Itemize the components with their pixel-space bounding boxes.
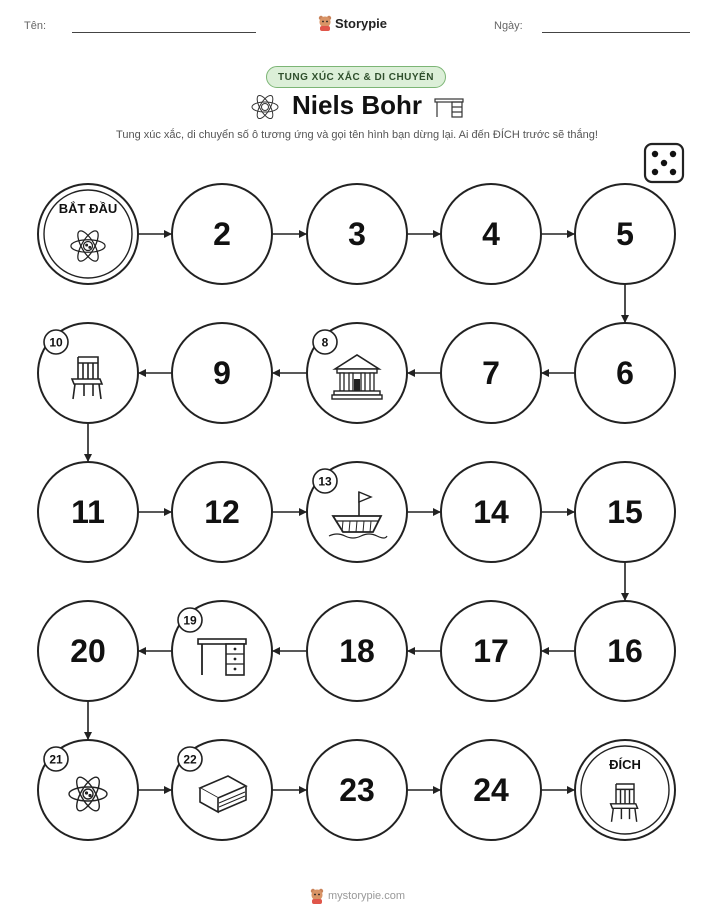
path-arrow <box>84 701 92 740</box>
board-cell[interactable] <box>172 184 272 284</box>
cell-number: 18 <box>339 633 375 669</box>
cell-number: 17 <box>473 633 509 669</box>
board-cell[interactable] <box>172 740 272 840</box>
board-cell[interactable] <box>38 184 138 284</box>
cell-number: 8 <box>321 335 329 350</box>
path-arrow <box>541 369 575 377</box>
path-arrow <box>407 508 441 516</box>
path-arrow <box>272 786 307 794</box>
page-title: Niels Bohr <box>291 90 423 120</box>
footer <box>310 888 405 904</box>
cell-number: 4 <box>482 216 500 252</box>
cell-number: 10 <box>49 335 63 350</box>
path-arrow <box>621 562 629 601</box>
cell-number-badge <box>44 747 68 771</box>
cell-number-badge <box>313 469 337 493</box>
path-arrow <box>272 508 307 516</box>
instructions: Tung xúc xắc, di chuyển số ô tương ứng và gọi tên hình bạn dừng lại. Ai đến ĐÍCH trước sẽ thắng! <box>116 129 598 141</box>
cell-number: 24 <box>473 772 509 808</box>
board-cell[interactable] <box>38 601 138 701</box>
game-type-badge: TUNG XÚC XẮC & DI CHUYỂN <box>266 66 446 88</box>
board-cell[interactable] <box>307 323 407 423</box>
path-arrow <box>541 786 575 794</box>
name-label: Tên: <box>24 20 47 32</box>
board-cell[interactable] <box>307 601 407 701</box>
cell-number: 16 <box>607 633 643 669</box>
start-label: BẮT ĐẦU <box>58 201 118 216</box>
path-arrow <box>407 647 441 655</box>
board-cell[interactable] <box>307 740 407 840</box>
board-cell[interactable] <box>441 323 541 423</box>
board-cell[interactable] <box>172 323 272 423</box>
date-label: Ngày: <box>494 20 523 32</box>
cell-number: 19 <box>183 613 197 628</box>
finish-label: ĐÍCH <box>609 757 641 772</box>
board-cell[interactable] <box>38 462 138 562</box>
path-arrow <box>541 647 575 655</box>
board-cell[interactable] <box>575 601 675 701</box>
cell-number: 21 <box>49 752 63 767</box>
cell-number: 9 <box>213 355 231 391</box>
path-arrow <box>407 786 441 794</box>
path-arrow <box>138 786 172 794</box>
board-cell[interactable] <box>38 323 138 423</box>
board-cell[interactable] <box>172 462 272 562</box>
cell-number: 11 <box>71 494 105 530</box>
cell-number: 23 <box>339 772 375 808</box>
path-arrow <box>272 647 307 655</box>
board-cell[interactable] <box>441 462 541 562</box>
board-cell[interactable] <box>575 323 675 423</box>
path-arrow <box>407 369 441 377</box>
cell-number-badge <box>178 608 202 632</box>
path-arrow <box>138 230 172 238</box>
cell-number: 2 <box>213 216 231 252</box>
board-cell[interactable] <box>575 184 675 284</box>
cell-number: 20 <box>70 633 106 669</box>
path-arrow <box>272 230 307 238</box>
cell-number: 22 <box>183 752 197 767</box>
board-cell[interactable] <box>307 184 407 284</box>
cell-number: 5 <box>616 216 634 252</box>
cell-number: 15 <box>607 494 643 530</box>
cell-number: 7 <box>482 355 500 391</box>
path-arrow <box>138 647 172 655</box>
board-cell[interactable] <box>575 740 675 840</box>
cell-number: 12 <box>204 494 240 530</box>
board-cell[interactable] <box>441 601 541 701</box>
cell-number: 6 <box>616 355 634 391</box>
cell-number-badge <box>44 330 68 354</box>
path-arrow <box>138 508 172 516</box>
path-arrow <box>541 230 575 238</box>
bear-icon <box>310 888 324 904</box>
cell-number: 13 <box>318 474 332 489</box>
board-cell[interactable] <box>38 740 138 840</box>
path-arrow <box>272 369 307 377</box>
cell-number: 14 <box>473 494 509 530</box>
cell-number-badge <box>313 330 337 354</box>
brand-name: Storypie <box>335 15 388 31</box>
board-cell[interactable] <box>172 601 272 701</box>
cell-number-badge <box>178 747 202 771</box>
board-cell[interactable] <box>441 740 541 840</box>
path-arrow <box>541 508 575 516</box>
path-arrow <box>84 423 92 462</box>
cell-number: 3 <box>348 216 366 252</box>
path-arrow <box>621 284 629 323</box>
path-arrow <box>138 369 172 377</box>
board-cell[interactable] <box>307 462 407 562</box>
board-cell[interactable] <box>575 462 675 562</box>
path-arrow <box>407 230 441 238</box>
footer-url[interactable]: mystorypie.com <box>328 890 406 902</box>
board-cell[interactable] <box>441 184 541 284</box>
